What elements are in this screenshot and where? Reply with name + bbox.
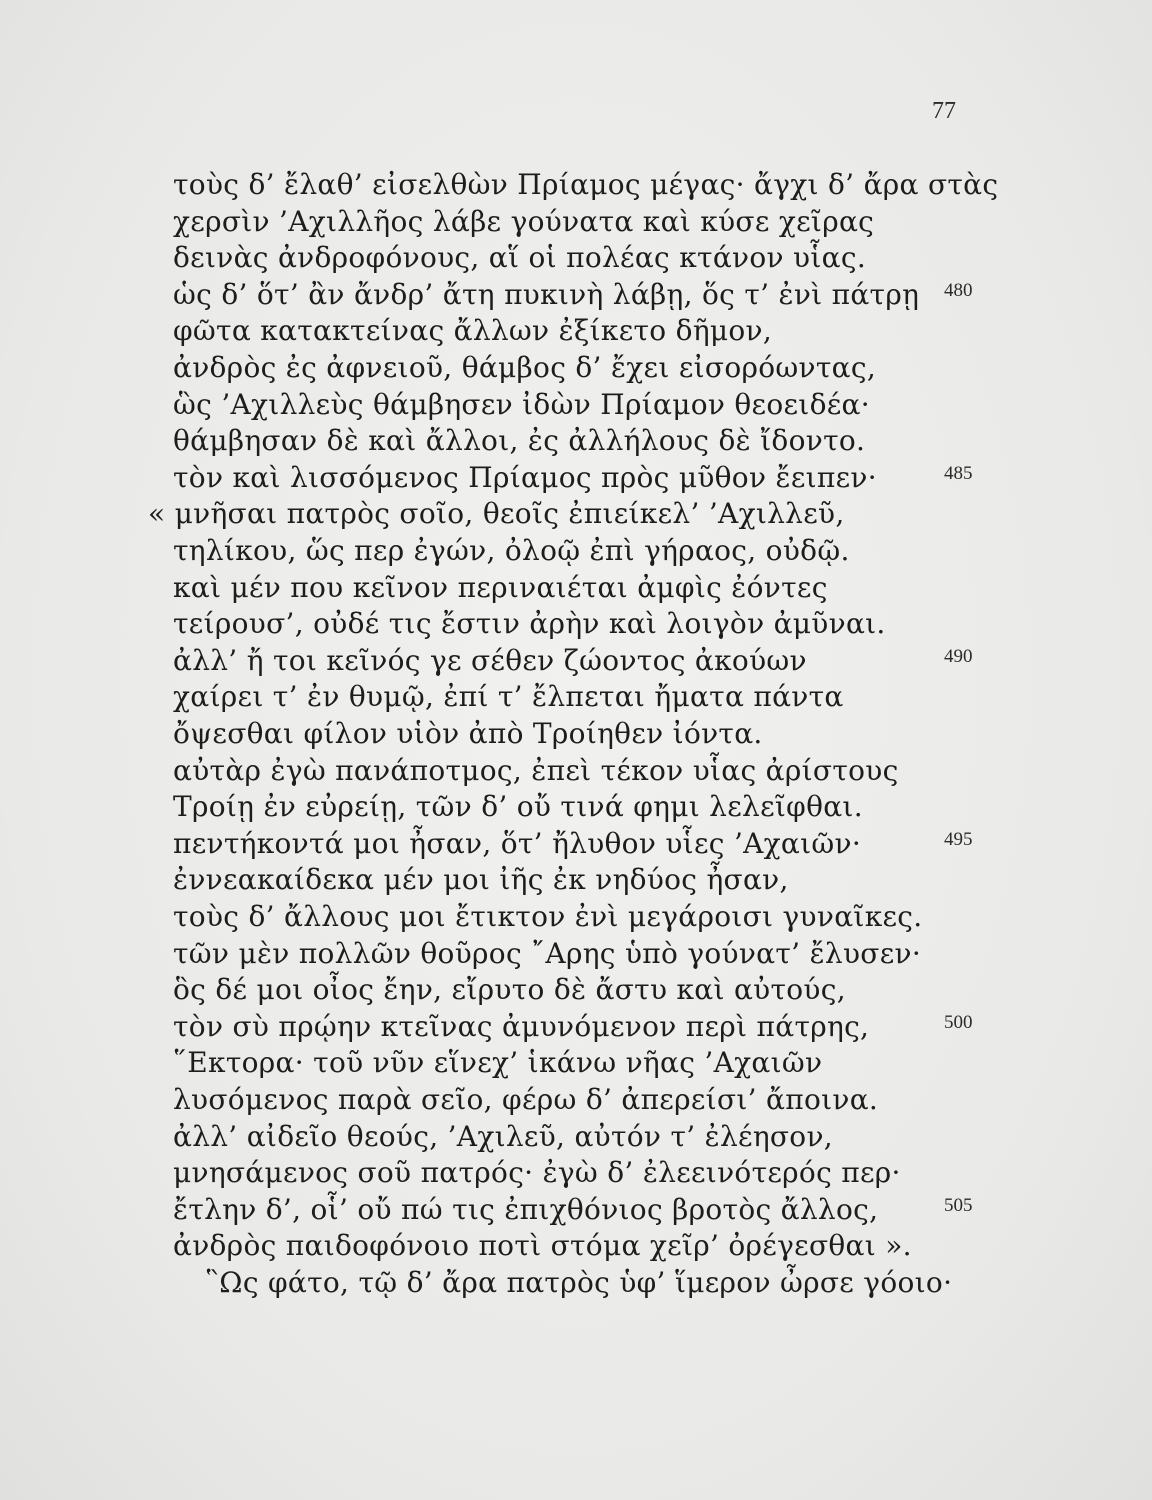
verse-line: μνησάμενος σοῦ πατρός· ἐγὼ δ’ ἐλεεινότερός περ· <box>173 1156 901 1189</box>
verse-line: ὡς δ’ ὅτ’ ἂν ἄνδρ’ ἄτη πυκινὴ λάβῃ, ὅς τ’ ἐνὶ πάτρῃ <box>173 278 920 311</box>
line-number: 505 <box>944 1195 973 1216</box>
verse-line: ἀνδρὸς παιδοφόνοιο ποτὶ στόμα χεῖρ’ ὀρέγεσθαι ». <box>173 1229 912 1262</box>
verse-line: ἀνδρὸς ἐς ἀφνειοῦ, θάμβος δ’ ἔχει εἰσορόωντας, <box>173 351 877 384</box>
verse-line: χερσὶν ’Αχιλλῆος λάβε γούνατα καὶ κύσε χεῖρας <box>173 205 875 238</box>
verse-line: Τροίῃ ἐν εὐρείῃ, τῶν δ’ οὔ τινά φημι λελεῖφθαι. <box>173 790 863 823</box>
verse-line: ῞Εκτορα· τοῦ νῦν εἵνεχ’ ἱκάνω νῆας ’Αχαιῶν <box>173 1046 823 1079</box>
verse-line: « μνῆσαι πατρὸς σοῖο, θεοῖς ἐπιείκελ’ ’Αχιλλεῦ, <box>148 497 845 530</box>
verse-line: χαίρει τ’ ἐν θυμῷ, ἐπί τ’ ἔλπεται ἤματα πάντα <box>173 680 844 713</box>
verse-line: καὶ μέν που κεῖνον περιναιέται ἀμφὶς ἐόντες <box>173 571 828 604</box>
verse-line: ὄψεσθαι φίλον υἱὸν ἀπὸ Τροίηθεν ἰόντα. <box>173 717 763 750</box>
verse-line: τοὺς δ’ ἄλλους μοι ἔτικτον ἐνὶ μεγάροισι γυναῖκες. <box>173 900 923 933</box>
verse-line: πεντήκοντά μοι ἦσαν, ὅτ’ ἤλυθον υἷες ’Αχαιῶν· <box>173 827 862 860</box>
verse-line: τοὺς δ’ ἔλαθ’ εἰσελθὼν Πρίαμος μέγας· ἄγχι δ’ ἄρα στὰς <box>173 168 999 201</box>
verse-line: ὣς ’Αχιλλεὺς θάμβησεν ἰδὼν Πρίαμον θεοειδέα· <box>173 388 870 421</box>
line-number: 485 <box>944 463 973 484</box>
verse-line: δεινὰς ἀνδροφόνους, αἵ οἱ πολέας κτάνον υἷας. <box>173 241 867 274</box>
verse-line: ἐννεακαίδεκα μέν μοι ἰῆς ἐκ νηδύος ἦσαν, <box>173 863 789 896</box>
verse-line: θάμβησαν δὲ καὶ ἄλλοι, ἐς ἀλλήλους δὲ ἴδοντο. <box>173 424 866 457</box>
verse-line: ἔτλην δ’, οἷ’ οὔ πώ τις ἐπιχθόνιος βροτὸς ἄλλος, <box>173 1193 879 1226</box>
line-number: 490 <box>944 646 973 667</box>
page-number: 77 <box>932 98 956 124</box>
line-number: 495 <box>944 829 973 850</box>
verse-line: τὸν καὶ λισσόμενος Πρίαμος πρὸς μῦθον ἔειπεν· <box>173 461 877 494</box>
line-number: 500 <box>944 1012 973 1033</box>
verse-line: ὃς δέ μοι οἶος ἔην, εἴρυτο δὲ ἄστυ καὶ αὐτούς, <box>173 973 846 1006</box>
verse-line: τείρουσ’, οὐδέ τις ἔστιν ἀρὴν καὶ λοιγὸν ἀμῦναι. <box>173 607 886 640</box>
verse-line: φῶτα κατακτείνας ἄλλων ἐξίκετο δῆμον, <box>173 314 773 347</box>
verse-line: ῝Ως φάτο, τῷ δ’ ἄρα πατρὸς ὑφ’ ἵμερον ὦρσε γόοιο· <box>205 1266 953 1299</box>
verse-line: ἀλλ’ ἤ τοι κεῖνός γε σέθεν ζώοντος ἀκούων <box>173 644 807 677</box>
verse-line: λυσόμενος παρὰ σεῖο, φέρω δ’ ἀπερείσι’ ἄποινα. <box>173 1083 879 1116</box>
verse-line: τῶν μὲν πολλῶν θοῦρος ῎Αρης ὑπὸ γούνατ’ ἔλυσεν· <box>173 937 922 970</box>
verse-line: τηλίκου, ὥς περ ἐγών, ὀλοῷ ἐπὶ γήραος, οὐδῷ. <box>173 534 850 567</box>
verse-line: αὐτὰρ ἐγὼ πανάποτμος, ἐπεὶ τέκον υἷας ἀρίστους <box>173 754 899 787</box>
line-number: 480 <box>944 280 973 301</box>
verse-line: ἀλλ’ αἰδεῖο θεούς, ’Αχιλεῦ, αὐτόν τ’ ἐλέησον, <box>173 1120 833 1153</box>
verse-line: τὸν σὺ πρῴην κτεῖνας ἀμυνόμενον περὶ πάτρης, <box>173 1010 870 1043</box>
